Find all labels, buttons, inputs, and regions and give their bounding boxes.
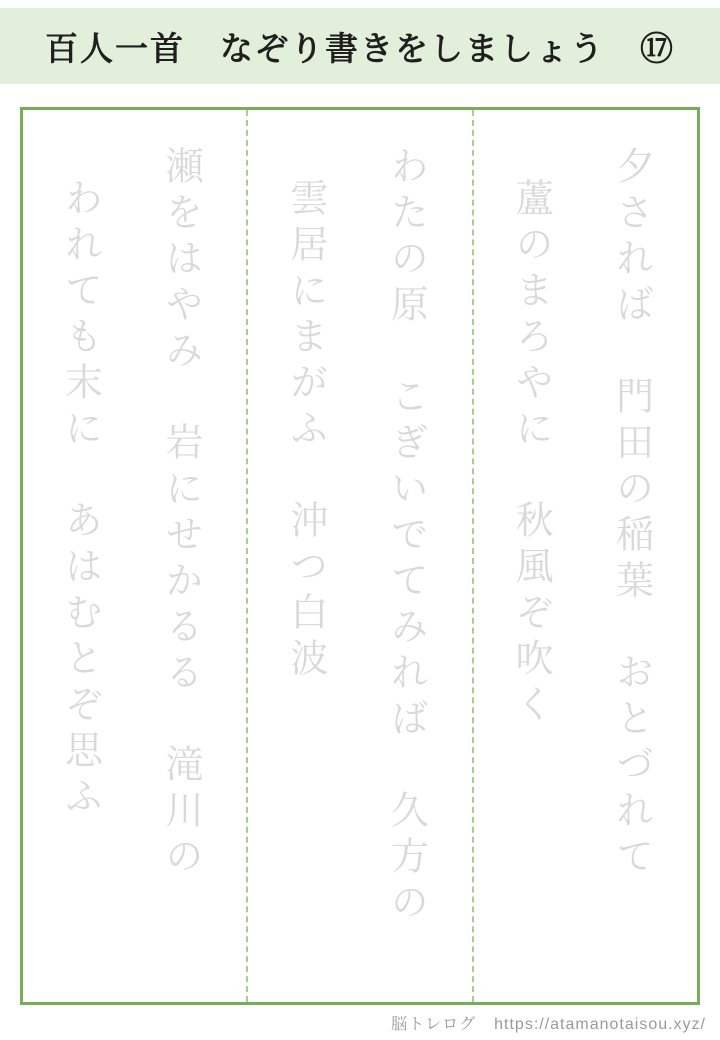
poem-column-2 xyxy=(248,110,473,1002)
poem-column-3 xyxy=(23,110,248,1002)
poem-1-lower-verse: 蘆のまろやに 秋風ぞ吹く xyxy=(509,178,554,730)
poem-1-upper-verse: 夕されば 門田の稲葉 おとづれて xyxy=(609,146,654,882)
poem-2-upper-verse: わたの原 こぎいでてみれば 久方の xyxy=(384,146,429,928)
footer-site-url: https://atamanotaisou.xyz/ xyxy=(494,1016,706,1033)
footer-credit xyxy=(391,1011,706,1034)
page-title: 百人一首 なぞり書きをしましょう ⑰ xyxy=(45,29,675,67)
tracing-sheet xyxy=(20,107,700,1005)
worksheet-header xyxy=(0,8,720,84)
poem-2-lower-verse: 雲居にまがふ 沖つ白波 xyxy=(283,178,328,684)
poem-3-lower-verse: われても末に あはむとぞ思ふ xyxy=(58,178,103,822)
poem-column-1 xyxy=(474,110,697,1002)
poem-3-upper-verse: 瀬をはやみ 岩にせかるる 滝川の xyxy=(159,146,204,882)
footer-site-name: 脳トレログ xyxy=(391,1016,477,1033)
